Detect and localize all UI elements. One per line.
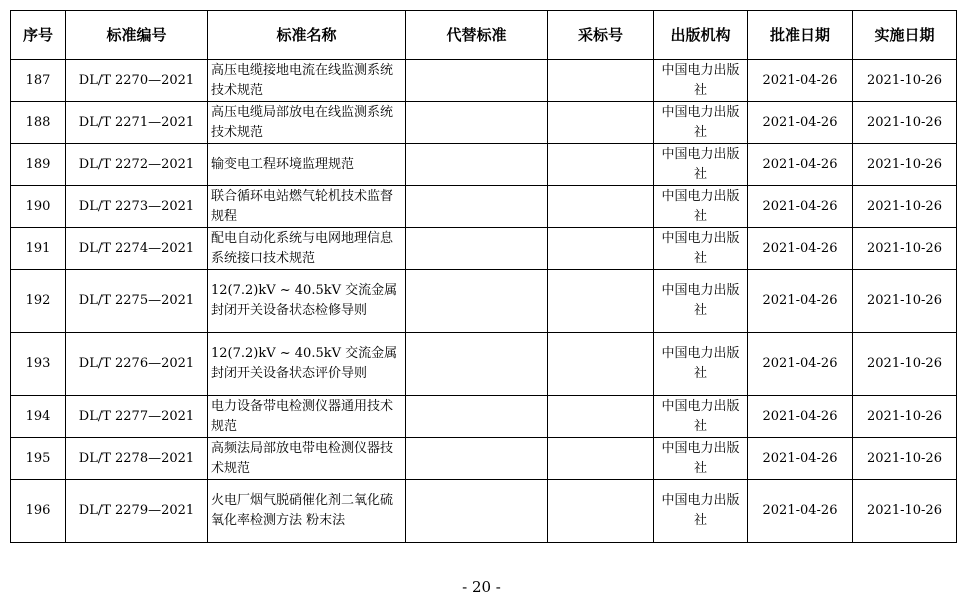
table-header-row (11, 11, 957, 60)
cell-approval-date: 2021-04-26 (748, 102, 853, 144)
cell-name: 12(7.2)kV ~ 40.5kV 交流金属封闭开关设备状态评价导则 (208, 333, 406, 396)
page-number: - 20 - (462, 578, 501, 596)
cell-seq: 193 (11, 333, 66, 396)
cell-adopted (548, 438, 654, 480)
cell-name: 高压电缆接地电流在线监测系统技术规范 (208, 60, 406, 102)
header-adopted: 采标号 (548, 11, 654, 60)
cell-publisher: 中国电力出版社 (654, 60, 748, 102)
table-row (11, 396, 957, 438)
cell-adopted (548, 144, 654, 186)
header-name: 标准名称 (208, 11, 406, 60)
cell-seq: 194 (11, 396, 66, 438)
cell-code: DL/T 2270—2021 (66, 60, 208, 102)
cell-code: DL/T 2274—2021 (66, 228, 208, 270)
cell-name: 高频法局部放电带电检测仪器技术规范 (208, 438, 406, 480)
table-row (11, 333, 957, 396)
cell-effective-date: 2021-10-26 (853, 228, 957, 270)
cell-replaces (406, 270, 548, 333)
cell-effective-date: 2021-10-26 (853, 270, 957, 333)
cell-name: 输变电工程环境监理规范 (208, 144, 406, 186)
cell-publisher: 中国电力出版社 (654, 333, 748, 396)
cell-replaces (406, 186, 548, 228)
cell-replaces (406, 144, 548, 186)
cell-effective-date: 2021-10-26 (853, 186, 957, 228)
header-seq: 序号 (11, 11, 66, 60)
table-row (11, 102, 957, 144)
cell-approval-date: 2021-04-26 (748, 60, 853, 102)
cell-adopted (548, 333, 654, 396)
cell-publisher: 中国电力出版社 (654, 102, 748, 144)
cell-adopted (548, 228, 654, 270)
cell-replaces (406, 228, 548, 270)
cell-publisher: 中国电力出版社 (654, 396, 748, 438)
cell-effective-date: 2021-10-26 (853, 102, 957, 144)
table-row (11, 228, 957, 270)
cell-replaces (406, 102, 548, 144)
header-replaces: 代替标准 (406, 11, 548, 60)
cell-seq: 196 (11, 480, 66, 543)
cell-seq: 192 (11, 270, 66, 333)
cell-name: 电力设备带电检测仪器通用技术规范 (208, 396, 406, 438)
table-row (11, 144, 957, 186)
cell-approval-date: 2021-04-26 (748, 396, 853, 438)
cell-adopted (548, 186, 654, 228)
cell-adopted (548, 480, 654, 543)
cell-code: DL/T 2275—2021 (66, 270, 208, 333)
table-row (11, 438, 957, 480)
standards-table (10, 10, 957, 543)
cell-name: 12(7.2)kV ~ 40.5kV 交流金属封闭开关设备状态检修导则 (208, 270, 406, 333)
cell-code: DL/T 2271—2021 (66, 102, 208, 144)
header-code: 标准编号 (66, 11, 208, 60)
table-row (11, 270, 957, 333)
cell-approval-date: 2021-04-26 (748, 144, 853, 186)
header-effective-date: 实施日期 (853, 11, 957, 60)
cell-publisher: 中国电力出版社 (654, 480, 748, 543)
cell-approval-date: 2021-04-26 (748, 270, 853, 333)
cell-publisher: 中国电力出版社 (654, 186, 748, 228)
cell-adopted (548, 396, 654, 438)
cell-seq: 189 (11, 144, 66, 186)
cell-approval-date: 2021-04-26 (748, 438, 853, 480)
cell-replaces (406, 396, 548, 438)
cell-name: 高压电缆局部放电在线监测系统技术规范 (208, 102, 406, 144)
cell-publisher: 中国电力出版社 (654, 438, 748, 480)
cell-approval-date: 2021-04-26 (748, 333, 853, 396)
cell-seq: 187 (11, 60, 66, 102)
cell-replaces (406, 333, 548, 396)
cell-effective-date: 2021-10-26 (853, 438, 957, 480)
cell-approval-date: 2021-04-26 (748, 186, 853, 228)
cell-publisher: 中国电力出版社 (654, 144, 748, 186)
cell-publisher: 中国电力出版社 (654, 228, 748, 270)
cell-publisher: 中国电力出版社 (654, 270, 748, 333)
table-row (11, 186, 957, 228)
cell-effective-date: 2021-10-26 (853, 60, 957, 102)
cell-replaces (406, 438, 548, 480)
cell-effective-date: 2021-10-26 (853, 333, 957, 396)
cell-seq: 195 (11, 438, 66, 480)
cell-code: DL/T 2278—2021 (66, 438, 208, 480)
cell-code: DL/T 2273—2021 (66, 186, 208, 228)
cell-seq: 188 (11, 102, 66, 144)
cell-code: DL/T 2276—2021 (66, 333, 208, 396)
cell-replaces (406, 480, 548, 543)
cell-name: 配电自动化系统与电网地理信息系统接口技术规范 (208, 228, 406, 270)
header-approval-date: 批准日期 (748, 11, 853, 60)
cell-name: 联合循环电站燃气轮机技术监督规程 (208, 186, 406, 228)
table-row (11, 60, 957, 102)
cell-effective-date: 2021-10-26 (853, 480, 957, 543)
cell-effective-date: 2021-10-26 (853, 144, 957, 186)
cell-replaces (406, 60, 548, 102)
cell-seq: 190 (11, 186, 66, 228)
cell-approval-date: 2021-04-26 (748, 228, 853, 270)
cell-seq: 191 (11, 228, 66, 270)
cell-code: DL/T 2272—2021 (66, 144, 208, 186)
cell-adopted (548, 102, 654, 144)
cell-effective-date: 2021-10-26 (853, 396, 957, 438)
cell-adopted (548, 60, 654, 102)
cell-adopted (548, 270, 654, 333)
table-row (11, 480, 957, 543)
cell-name: 火电厂烟气脱硝催化剂二氧化硫氧化率检测方法 粉末法 (208, 480, 406, 543)
cell-code: DL/T 2279—2021 (66, 480, 208, 543)
cell-code: DL/T 2277—2021 (66, 396, 208, 438)
header-publisher: 出版机构 (654, 11, 748, 60)
cell-approval-date: 2021-04-26 (748, 480, 853, 543)
